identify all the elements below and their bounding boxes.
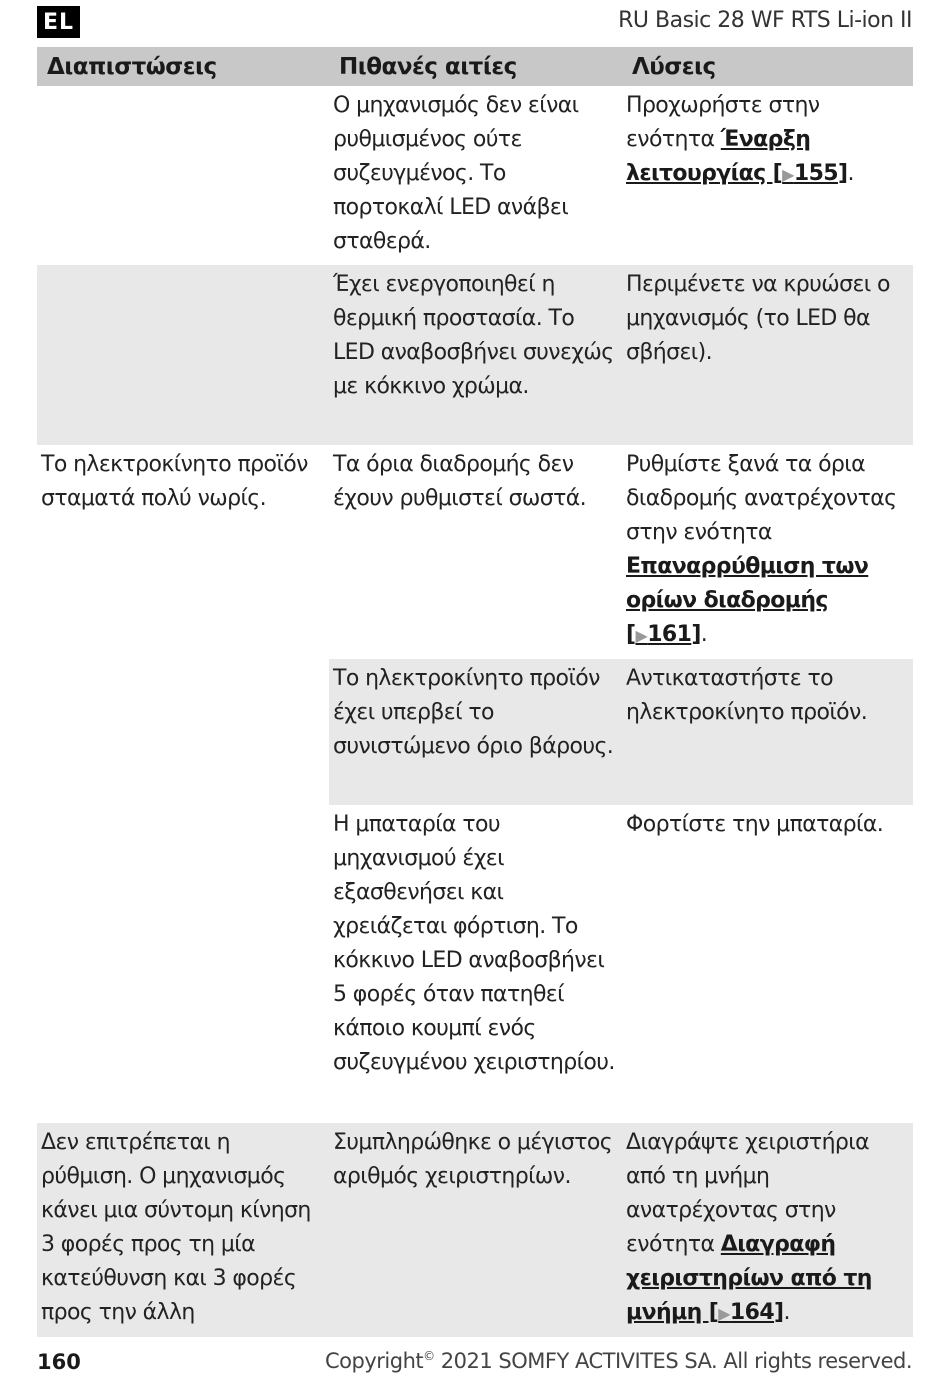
table-row [37, 86, 913, 265]
table-row [37, 445, 913, 659]
finding-cell [37, 659, 329, 805]
page-ref-number[interactable]: 164 [729, 1300, 775, 1325]
solution-cell [622, 86, 913, 265]
header-solutions: Λύσεις [622, 47, 913, 86]
solution-cell: Αντικαταστήστε το ηλεκτροκίνητο προϊόν. [622, 659, 913, 805]
copyright-symbol: © [423, 1349, 435, 1363]
section-link[interactable]: Επαναρρύθμιση των ορίων διαδρομής [▶161] [626, 554, 869, 647]
finding-cell [37, 805, 329, 1123]
finding-cell: Το ηλεκτροκίνητο προϊόν σταματά πολύ νωρίς. [41, 452, 308, 511]
cause-cell: Η μπαταρία του μηχανισμού έχει εξασθενήσει και χρειάζεται φόρτιση. Το κόκκινο LED αναβοσβήνει 5 φορές όταν πατηθεί κάποιο κουμπί ενός συζευγμένου χειριστηρίου. [333, 812, 615, 1075]
page-ref-number[interactable]: 155 [793, 161, 838, 186]
solution-suffix: . [700, 622, 708, 647]
table-row [37, 1123, 913, 1337]
cause-cell: Τα όρια διαδρομής δεν έχουν ρυθμιστεί σωστά. [333, 452, 587, 511]
cause-cell: Συμπληρώθηκε ο μέγιστος αριθμός χειριστηρίων. [329, 1123, 622, 1337]
copyright-text: 2021 SOMFY ACTIVITES SA. All rights reserved. [434, 1349, 912, 1373]
link-text[interactable]: Διαγραφή χειριστηρίων από τη μνήμη [ [626, 1232, 872, 1325]
language-badge: EL [37, 6, 80, 38]
table-row [37, 805, 913, 1123]
finding-cell: Δεν επιτρέπεται η ρύθμιση. Ο μηχανισμός κάνει μια σύντομη κίνηση 3 φορές προς τη μία κατεύθυνση και 3 φορές προς την άλλη [37, 1123, 329, 1337]
document-title: RU Basic 28 WF RTS Li-ion II [618, 8, 912, 33]
troubleshooting-table [37, 47, 913, 1337]
section-link[interactable]: Έναρξη λειτουργίας [▶155] [626, 127, 848, 186]
solution-suffix: . [847, 161, 854, 186]
solution-text: Διαγράψτε χειριστήρια από τη μνήμη ανατρέχοντας στην ενότητα [626, 1130, 870, 1257]
link-text[interactable]: Επαναρρύθμιση των ορίων διαδρομής [ [626, 554, 869, 647]
table-row [37, 265, 913, 445]
section-link[interactable]: Διαγραφή χειριστηρίων από τη μνήμη [▶164] [626, 1232, 872, 1325]
table-row [37, 659, 913, 805]
table-header-row [37, 47, 913, 86]
header-causes: Πιθανές αιτίες [329, 47, 622, 86]
finding-cell [37, 265, 329, 445]
page-ref-arrow-icon: ▶ [782, 165, 794, 184]
solution-cell [622, 1123, 913, 1337]
solution-cell: Φορτίστε την μπαταρία. [626, 812, 884, 837]
solution-cell: Περιμένετε να κρυώσει ο μηχανισμός (το LED θα σβήσει). [622, 265, 913, 445]
copyright-notice [325, 1349, 912, 1373]
solution-text: Προχωρήστε στην ενότητα [626, 93, 820, 152]
finding-cell [37, 86, 329, 265]
solution-suffix: . [783, 1300, 790, 1325]
page-ref-arrow-icon: ▶ [635, 626, 648, 645]
solution-text: Ρυθμίστε ξανά τα όρια διαδρομής ανατρέχοντας στην ενότητα [626, 452, 897, 545]
page-ref-arrow-icon: ▶ [718, 1304, 730, 1323]
solution-cell [622, 445, 913, 659]
cause-cell: Το ηλεκτροκίνητο προϊόν έχει υπερβεί το συνιστώμενο όριο βάρους. [329, 659, 622, 805]
page-ref-number[interactable]: 161 [647, 622, 692, 647]
header-findings: Διαπιστώσεις [37, 47, 329, 86]
copyright-label: Copyright [325, 1349, 424, 1373]
link-text[interactable]: Έναρξη λειτουργίας [ [626, 127, 811, 186]
page-number: 160 [37, 1350, 81, 1374]
cause-cell: Έχει ενεργοποιηθεί η θερμική προστασία. Το LED αναβοσβήνει συνεχώς με κόκκινο χρώμα. [329, 265, 622, 445]
cause-cell: Ο μηχανισμός δεν είναι ρυθμισμένος ούτε συζευγμένος. Το πορτοκαλί LED ανάβει σταθερά. [333, 93, 579, 254]
